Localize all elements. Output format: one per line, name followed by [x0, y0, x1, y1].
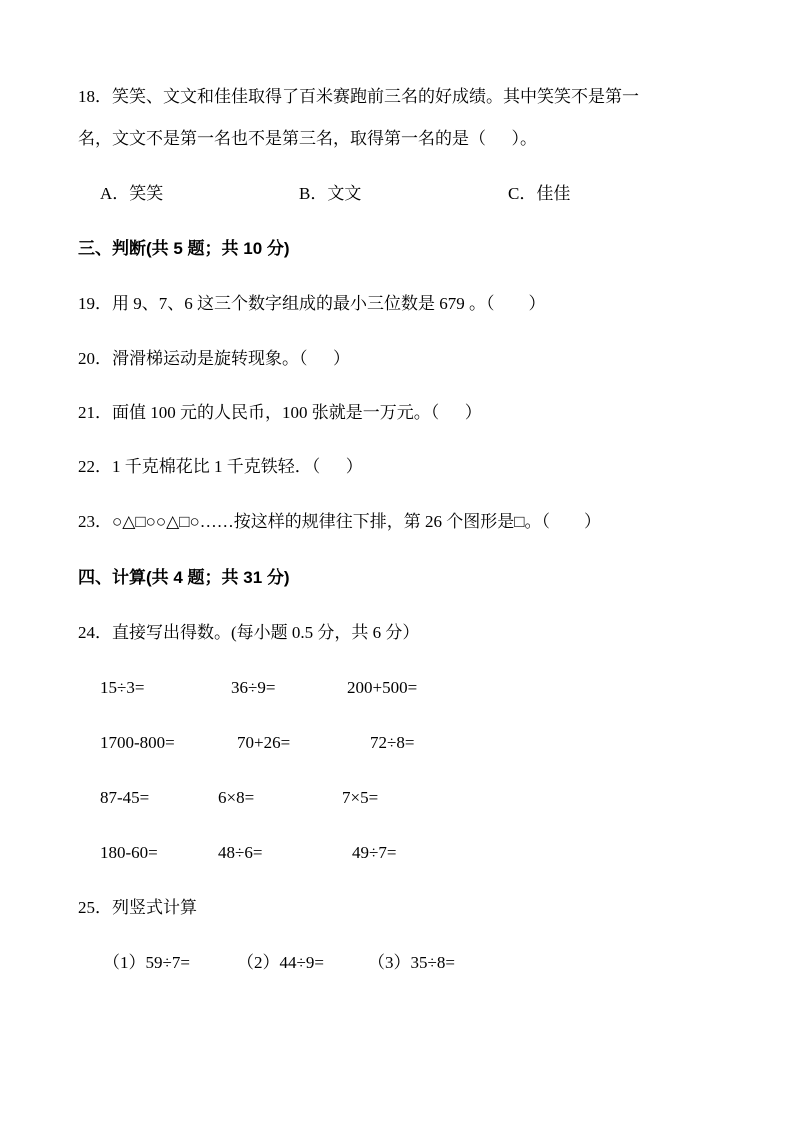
q22-statement: 22．1 千克棉花比 1 千克铁轻．（ ） — [78, 457, 363, 476]
q24-item-r2c2: 70+26= — [237, 733, 291, 752]
q24-item-r4c2: 48÷6= — [218, 843, 263, 862]
q21-statement: 21．面值 100 元的人民币，100 张就是一万元。（ ） — [78, 403, 482, 422]
q24-item-r1c3: 200+500= — [347, 678, 418, 697]
q25-item-2: （2）44÷9= — [237, 953, 324, 972]
q24-item-r3c1: 87-45= — [100, 788, 150, 807]
q24-item-r3c2: 6×8= — [218, 788, 255, 807]
q24-title: 24．直接写出得数。(每小题 0.5 分，共 6 分） — [78, 623, 420, 642]
section-3-heading: 三、判断(共 5 题；共 10 分) — [78, 239, 290, 258]
q20-statement: 20．滑滑梯运动是旋转现象。（ ） — [78, 349, 350, 368]
q24-item-r2c3: 72÷8= — [370, 733, 415, 752]
q18-option-a: A．笑笑 — [100, 184, 164, 203]
q24-item-r4c1: 180-60= — [100, 843, 158, 862]
q24-item-r1c2: 36÷9= — [231, 678, 276, 697]
q24-item-r4c3: 49÷7= — [352, 843, 397, 862]
q19-statement: 19．用 9、7、6 这三个数字组成的最小三位数是 679 。（ ） — [78, 294, 546, 313]
q18-line-2: 名，文文不是第一名也不是第三名，取得第一名的是（ ）。 — [78, 129, 537, 148]
q24-item-r1c1: 15÷3= — [100, 678, 145, 697]
q24-item-r3c3: 7×5= — [342, 788, 379, 807]
q18-option-c: C．佳佳 — [508, 184, 571, 203]
q18-option-b: B．文文 — [299, 184, 362, 203]
q25-title: 25．列竖式计算 — [78, 898, 197, 917]
q23-statement: 23．○△□○○△□○……按这样的规律往下排，第 26 个图形是□。（ ） — [78, 512, 602, 531]
q24-item-r2c1: 1700-800= — [100, 733, 175, 752]
q25-item-1: （1）59÷7= — [103, 953, 190, 972]
q18-line-1: 18．笑笑、文文和佳佳取得了百米赛跑前三名的好成绩。其中笑笑不是第一 — [78, 87, 639, 106]
section-4-heading: 四、计算(共 4 题；共 31 分) — [78, 568, 290, 587]
q25-item-3: （3）35÷8= — [368, 953, 455, 972]
